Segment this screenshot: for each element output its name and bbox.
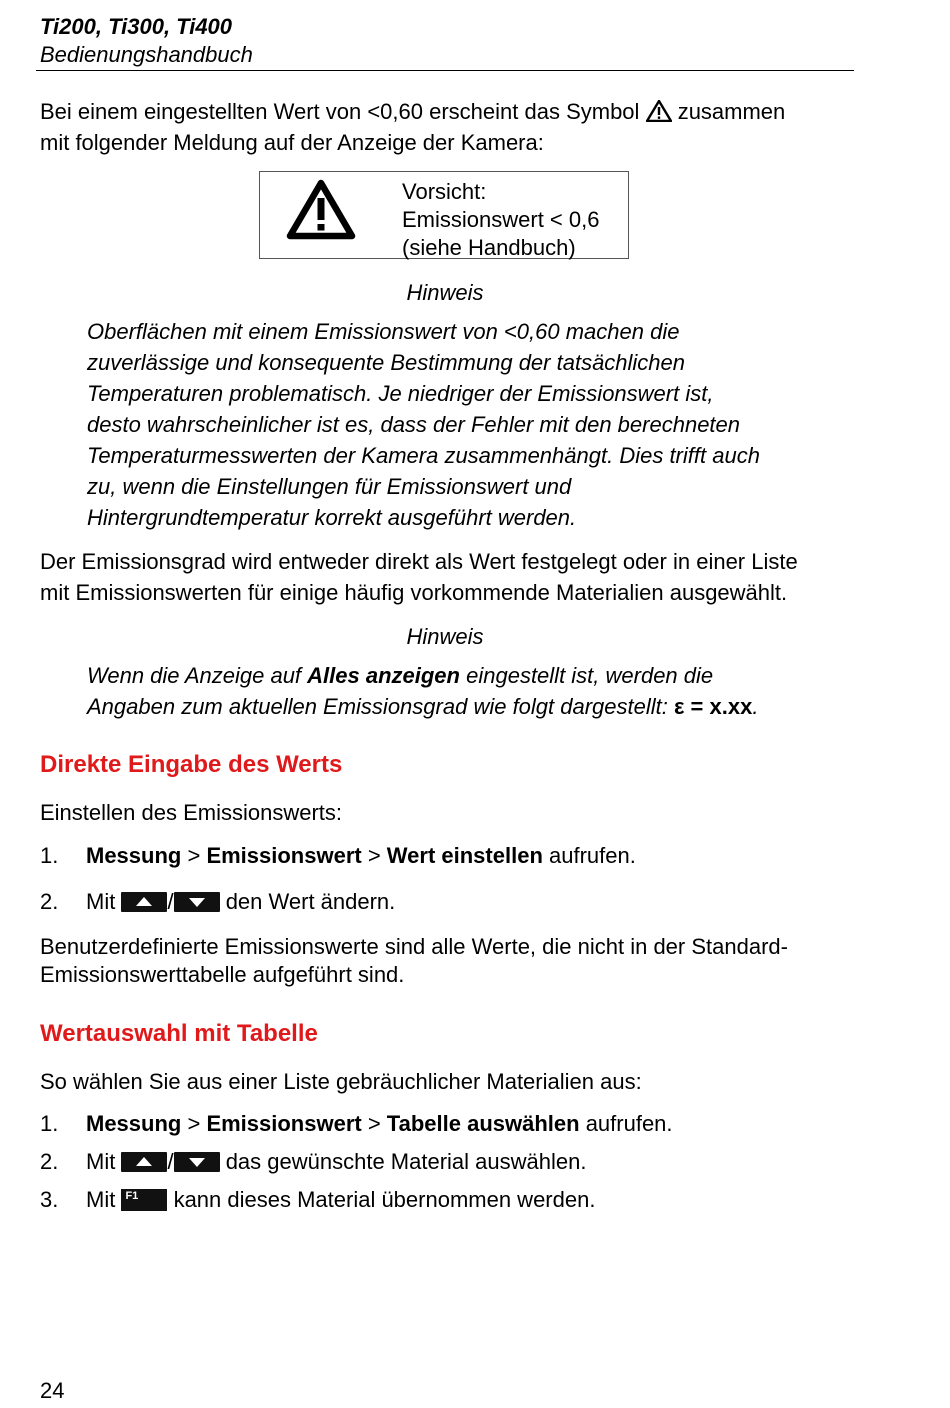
intro-text-cont: zusammen (677, 99, 786, 124)
menu-path-item: Tabelle auswählen (386, 1111, 580, 1136)
page-number: 24 (40, 1378, 65, 1403)
paragraph-line: Emissionswerttabelle aufgeführt sind. (40, 962, 405, 987)
up-arrow-key-icon (121, 1152, 167, 1172)
step-text-part: aufrufen. (579, 1111, 673, 1136)
note-text-part: eingestellt ist, werden die (460, 663, 714, 688)
menu-path-item: Wert einstellen (386, 843, 543, 868)
note-line: zuverlässige und konsequente Bestimmung der tatsächlichen (87, 350, 686, 375)
step-number: 3. (40, 1187, 59, 1212)
step-text (86, 889, 395, 915)
menu-path-item: Emissionswert (206, 1111, 362, 1136)
step-number: 1. (40, 1111, 59, 1136)
menu-path-item: Messung (86, 843, 182, 868)
paragraph-line: Benutzerdefinierte Emissionswerte sind alle Werte, die nicht in der Standard- (40, 934, 788, 959)
step-text-part: aufrufen. (542, 843, 636, 868)
note-text (87, 660, 807, 722)
menu-path-item: Emissionswert (206, 843, 362, 868)
caution-text (402, 178, 599, 262)
step-number: 2. (40, 1149, 59, 1174)
menu-path-separator: > (181, 843, 207, 868)
f1-key-label: F1 (125, 1190, 139, 1202)
note-text (87, 316, 807, 533)
intro-text-line2: mit folgender Meldung auf der Anzeige der Kamera: (40, 130, 544, 155)
menu-path-separator: > (361, 1111, 387, 1136)
emissivity-format: ε = x.xx (674, 694, 753, 719)
step-number: 2. (40, 889, 59, 914)
note-label: Hinweis (406, 624, 484, 649)
note-line: Temperaturmesswerten der Kamera zusammenhängt. Dies trifft auch (87, 443, 760, 468)
step-text-part: kann dieses Material übernommen werden. (167, 1187, 596, 1212)
caution-line-3: (siehe Handbuch) (402, 235, 576, 260)
step-text-part: den Wert ändern. (219, 889, 396, 914)
step-number: 1. (40, 843, 59, 868)
key-separator: / (167, 1149, 174, 1174)
caution-message-box (259, 171, 629, 259)
key-separator: / (167, 889, 174, 914)
note-bold-term: Alles anzeigen (307, 663, 460, 688)
body-paragraph (40, 933, 840, 989)
caution-line-2: Emissionswert < 0,6 (402, 207, 600, 232)
step-text (86, 1111, 673, 1137)
note-text-part: Wenn die Anzeige auf (87, 663, 308, 688)
note-label: Hinweis (406, 280, 484, 305)
menu-path-item: Messung (86, 1111, 182, 1136)
note-line (87, 660, 807, 691)
section-intro: So wählen Sie aus einer Liste gebräuchlicher Materialien aus: (40, 1069, 642, 1094)
body-paragraph (40, 546, 840, 608)
note-text-part: . (752, 694, 759, 719)
document-subtitle: Bedienungshandbuch (40, 42, 253, 67)
menu-path-separator: > (181, 1111, 207, 1136)
down-arrow-key-icon (174, 1152, 220, 1172)
warning-icon (286, 178, 356, 240)
step-text-part: Mit (86, 889, 122, 914)
section-heading-table-selection: Wertauswahl mit Tabelle (40, 1020, 318, 1047)
step-text (86, 1149, 586, 1175)
section-intro: Einstellen des Emissionswerts: (40, 800, 343, 825)
menu-path-separator: > (361, 843, 387, 868)
step-text-part: Mit (86, 1149, 122, 1174)
step-text (86, 1187, 595, 1213)
section-heading-direct-entry: Direkte Eingabe des Werts (40, 751, 343, 778)
intro-paragraph (40, 96, 840, 158)
step-text-part: das gewünschte Material auswählen. (219, 1149, 587, 1174)
down-arrow-key-icon (174, 892, 220, 912)
note-line: Temperaturen problematisch. Je niedriger der Emissionswert ist, (87, 381, 714, 406)
up-arrow-key-icon (121, 892, 167, 912)
note-line: desto wahrscheinlicher ist es, dass der Fehler mit den berechneten (87, 412, 741, 437)
header-divider (36, 70, 854, 71)
step-text-part: Mit (86, 1187, 122, 1212)
note-line (87, 691, 807, 722)
f1-key-icon (121, 1189, 167, 1211)
note-line: Oberflächen mit einem Emissionswert von <0,60 machen die (87, 319, 680, 344)
document-title: Ti200, Ti300, Ti400 (40, 14, 233, 39)
caution-line-1: Vorsicht: (402, 179, 487, 204)
note-text-part: Angaben zum aktuellen Emissionsgrad wie folgt dargestellt: (87, 694, 674, 719)
warning-icon (646, 100, 672, 122)
note-line: Hintergrundtemperatur korrekt ausgeführt werden. (87, 505, 577, 530)
note-line: zu, wenn die Einstellungen für Emissionswert und (87, 474, 572, 499)
paragraph-line: mit Emissionswerten für einige häufig vorkommende Materialien ausgewählt. (40, 580, 788, 605)
intro-text: Bei einem eingestellten Wert von <0,60 erscheint das Symbol (40, 99, 640, 124)
paragraph-line: Der Emissionsgrad wird entweder direkt als Wert festgelegt oder in einer Liste (40, 549, 798, 574)
step-text (86, 843, 636, 869)
